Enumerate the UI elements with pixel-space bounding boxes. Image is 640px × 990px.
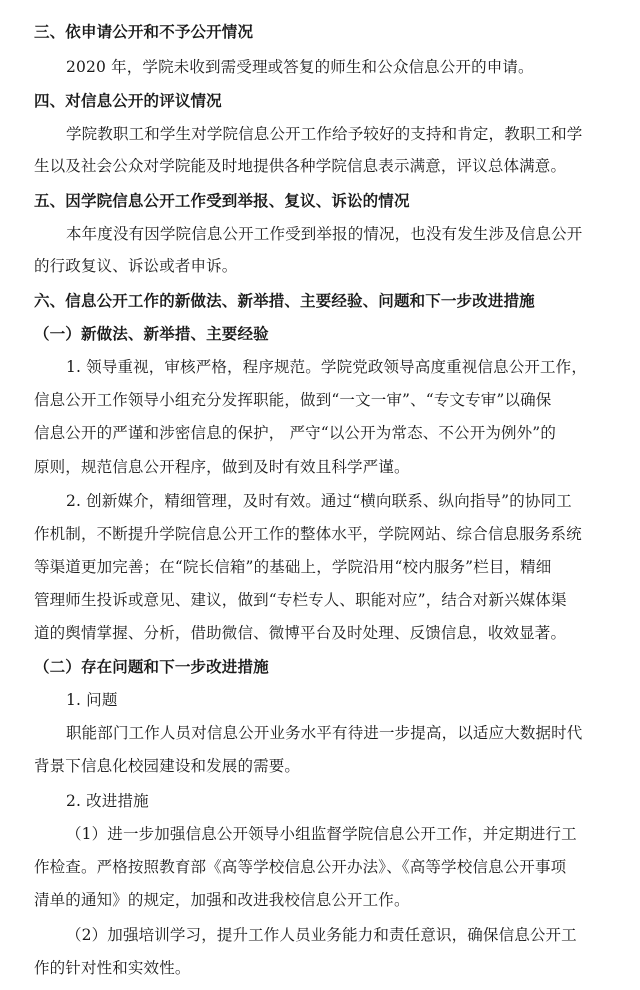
- problem-label: 1. 问题: [66, 691, 118, 709]
- paragraph-line: 清单的通知》的规定，加强和改进我校信息公开工作。: [34, 891, 410, 909]
- paragraph-line: 作的针对性和实效性。: [34, 959, 191, 977]
- paragraph-line: 信息公开的严谨和涉密信息的保护， 严守“以公开为常态、不公开为例外”的: [34, 424, 557, 442]
- paragraph-line: （2）加强培训学习，提升工作人员业务能力和责任意识，确保信息公开工: [66, 926, 577, 944]
- paragraph-line: （1）进一步加强信息公开领导小组监督学院信息公开工作，并定期进行工: [66, 825, 577, 843]
- paragraph-line: 的行政复议、诉讼或者申诉。: [34, 257, 238, 275]
- paragraph-line: 本年度没有因学院信息公开工作受到举报的情况，也没有发生涉及信息公开: [66, 225, 583, 243]
- subsection-1-heading: （一）新做法、新举措、主要经验: [34, 325, 269, 343]
- section-4-heading: 四、对信息公开的评议情况: [34, 92, 222, 110]
- paragraph-line: 2020 年，学院未收到需受理或答复的师生和公众信息公开的申请。: [66, 58, 534, 76]
- paragraph-line: 原则，规范信息公开程序，做到及时有效且科学严谨。: [34, 458, 410, 476]
- section-6-heading: 六、信息公开工作的新做法、新举措、主要经验、问题和下一步改进措施: [34, 292, 535, 310]
- paragraph-line: 等渠道更加完善；在“院长信箱”的基础上，学院沿用“校内服务”栏目，精细: [34, 558, 552, 576]
- paragraph-line: 信息公开工作领导小组充分发挥职能，做到“一文一审”、“专文专审”以确保: [34, 391, 552, 409]
- paragraph-line: 学院教职工和学生对学院信息公开工作给予较好的支持和肯定，教职工和学: [66, 125, 583, 143]
- paragraph-line: 背景下信息化校园建设和发展的需要。: [34, 757, 301, 775]
- section-3-heading: 三、依申请公开和不予公开情况: [34, 23, 254, 41]
- paragraph-line: 作机制，不断提升学院信息公开工作的整体水平，学院网站、综合信息服务系统: [34, 525, 582, 543]
- paragraph-line: 管理师生投诉或意见、建议，做到“专栏专人、职能对应”，结合对新兴媒体渠: [34, 591, 567, 609]
- section-5-heading: 五、因学院信息公开工作受到举报、复议、诉讼的情况: [34, 192, 410, 210]
- paragraph-line: 1. 领导重视，审核严格，程序规范。学院党政领导高度重视信息公开工作，: [66, 358, 587, 376]
- paragraph-line: 道的舆情掌握、分析，借助微信、微博平台及时处理、反馈信息，收效显著。: [34, 624, 567, 642]
- paragraph-line: 职能部门工作人员对信息公开业务水平有待进一步提高，以适应大数据时代: [66, 724, 583, 742]
- measures-label: 2. 改进措施: [66, 792, 149, 810]
- paragraph-line: 2. 创新媒介，精细管理，及时有效。通过“横向联系、纵向指导”的协同工: [66, 492, 572, 510]
- subsection-2-heading: （二）存在问题和下一步改进措施: [34, 658, 269, 676]
- paragraph-line: 作检查。严格按照教育部《高等学校信息公开办法》、《高等学校信息公开事项: [34, 858, 567, 876]
- paragraph-line: 生以及社会公众对学院能及时地提供各种学院信息表示满意，评议总体满意。: [34, 157, 567, 175]
